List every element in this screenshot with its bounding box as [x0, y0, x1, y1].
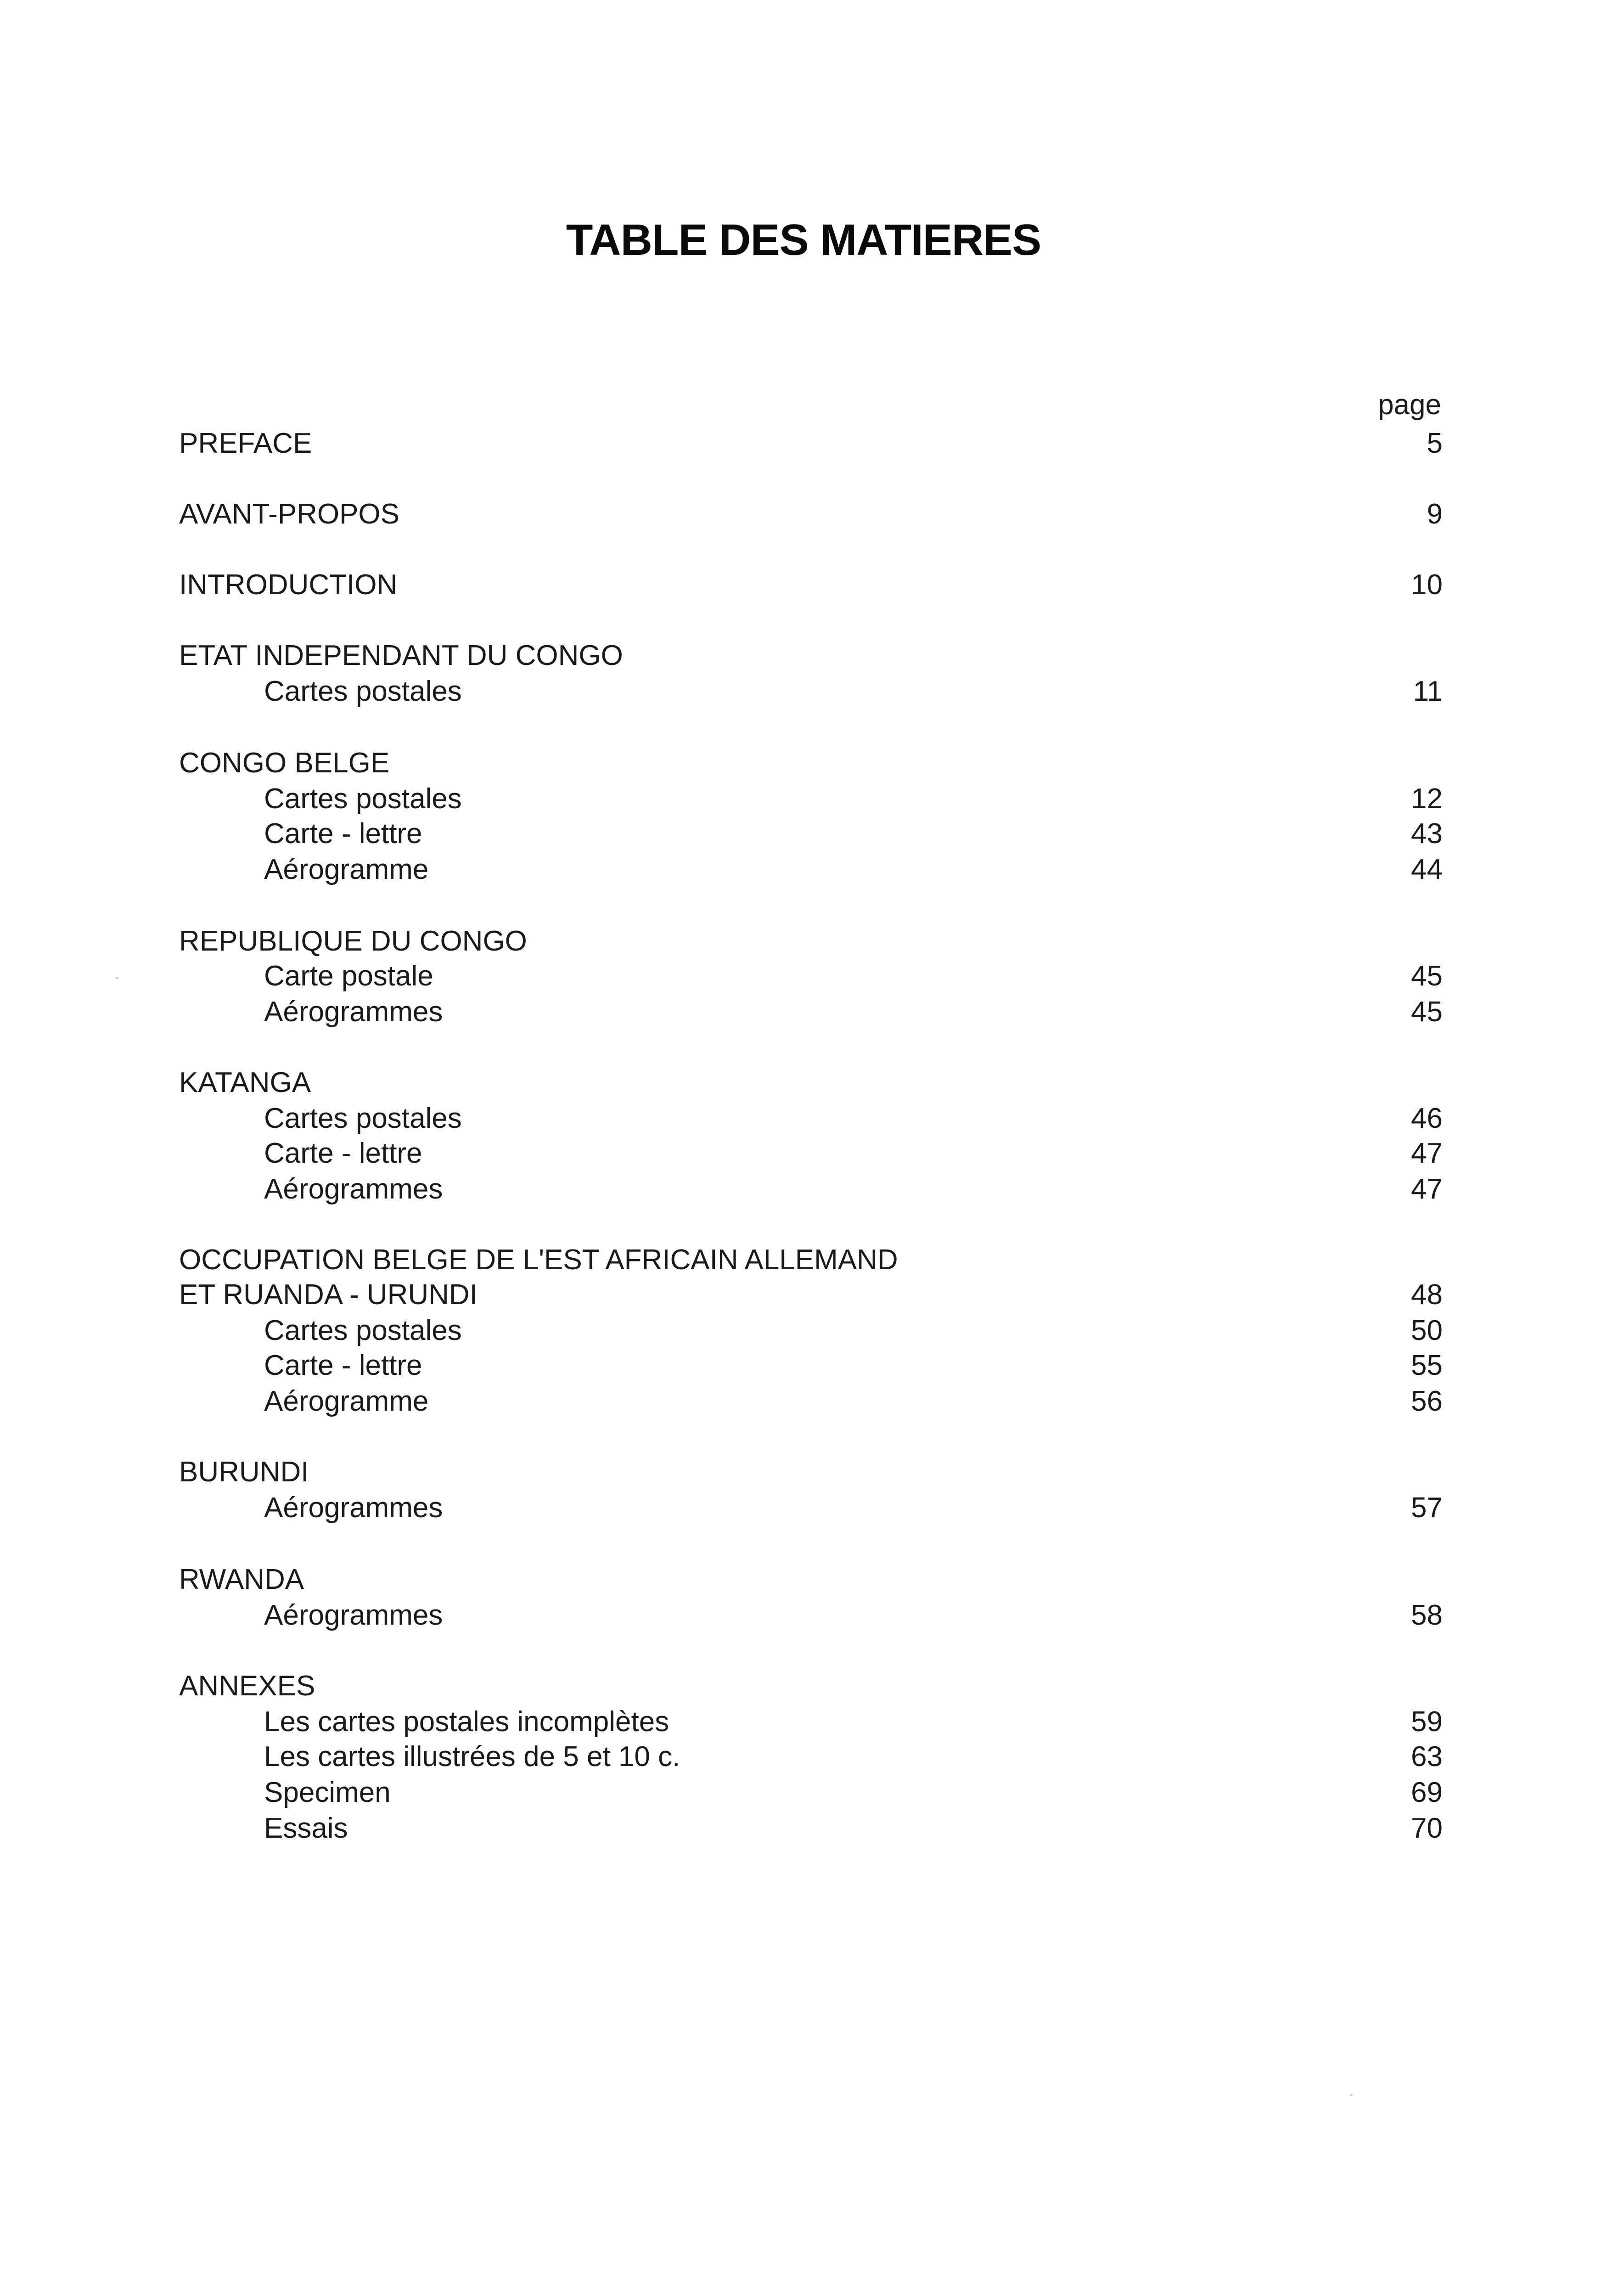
toc-entry-label: Les cartes illustrées de 5 et 10 c.: [264, 1741, 680, 1773]
toc-entry-page-number: 44: [1411, 854, 1443, 885]
toc-sub-entry: [0, 1597, 1607, 1634]
toc-entry-label: Cartes postales: [264, 1103, 462, 1134]
page-title: TABLE DES MATIERES: [566, 215, 1041, 264]
toc-section-entry: [0, 745, 1607, 782]
toc-sub-entry: [0, 781, 1607, 817]
toc-section-entry: [0, 567, 1607, 603]
toc-entry-page-number: 10: [1411, 569, 1443, 601]
toc-entry-label: REPUBLIQUE DU CONGO: [179, 925, 527, 957]
toc-entry-label: Essais: [264, 1812, 348, 1844]
toc-section-entry: [0, 1668, 1607, 1705]
toc-entry-page-number: 70: [1411, 1812, 1443, 1844]
toc-sub-entry: [0, 1774, 1607, 1811]
toc-sub-entry: [0, 1171, 1607, 1208]
toc-entry-label: Carte postale: [264, 960, 433, 992]
toc-sub-entry: [0, 816, 1607, 852]
toc-entry-label: Aérogrammes: [264, 1599, 443, 1631]
toc-entry-label: Cartes postales: [264, 783, 462, 815]
toc-sub-entry: [0, 1135, 1607, 1172]
toc-entry-page-number: 45: [1411, 996, 1443, 1028]
toc-entry-label: Aérogramme: [264, 1385, 429, 1417]
toc-entry-label: BURUNDI: [179, 1456, 309, 1488]
toc-entry-label: Les cartes postales incomplètes: [264, 1706, 669, 1738]
toc-sub-entry: [0, 1347, 1607, 1384]
toc-entry-page-number: 47: [1411, 1173, 1443, 1205]
toc-entry-page-number: 55: [1411, 1350, 1443, 1381]
toc-entry-label: ETAT INDEPENDANT DU CONGO: [179, 640, 623, 671]
page-column-header: page: [1378, 389, 1441, 421]
toc-entry-label: Aérogramme: [264, 854, 429, 885]
toc-sub-entry: [0, 1739, 1607, 1775]
toc-entry-page-number: 69: [1411, 1777, 1443, 1808]
toc-section-entry: [0, 1242, 1607, 1278]
toc-entry-page-number: 50: [1411, 1315, 1443, 1346]
toc-entry-label: Aérogrammes: [264, 1492, 443, 1524]
toc-sub-entry: [0, 673, 1607, 710]
toc-entry-page-number: 48: [1411, 1279, 1443, 1311]
toc-entry-label: PREFACE: [179, 428, 312, 459]
toc-sub-entry: [0, 1312, 1607, 1349]
toc-entry-label: KATANGA: [179, 1067, 311, 1098]
toc-entry-page-number: 56: [1411, 1385, 1443, 1417]
toc-entry-label: CONGO BELGE: [179, 747, 390, 779]
toc-sub-entry: [0, 1490, 1607, 1526]
toc-entry-page-number: 63: [1411, 1741, 1443, 1773]
toc-entry-label: Specimen: [264, 1777, 391, 1808]
toc-section-entry: [0, 1277, 1607, 1313]
toc-sub-entry: [0, 1100, 1607, 1137]
toc-sub-entry: [0, 851, 1607, 888]
toc-entry-label: Cartes postales: [264, 1315, 462, 1346]
toc-section-entry: [0, 923, 1607, 960]
toc-section-entry: [0, 425, 1607, 462]
toc-entry-label: Carte - lettre: [264, 1137, 422, 1169]
toc-entry-label: INTRODUCTION: [179, 569, 398, 601]
toc-entry-page-number: 59: [1411, 1706, 1443, 1738]
toc-sub-entry: [0, 1810, 1607, 1847]
toc-entry-page-number: 43: [1411, 818, 1443, 850]
scan-speck: [1350, 2094, 1353, 2096]
toc-section-entry: [0, 637, 1607, 674]
toc-section-entry: [0, 496, 1607, 533]
toc-entry-page-number: 47: [1411, 1137, 1443, 1169]
toc-entry-label: Cartes postales: [264, 675, 462, 707]
toc-section-entry: [0, 1454, 1607, 1491]
toc-entry-label: Aérogrammes: [264, 1173, 443, 1205]
toc-entry-page-number: 9: [1427, 498, 1443, 530]
toc-entry-page-number: 58: [1411, 1599, 1443, 1631]
toc-section-entry: [0, 1561, 1607, 1598]
toc-entry-page-number: 12: [1411, 783, 1443, 815]
toc-entry-label: OCCUPATION BELGE DE L'EST AFRICAIN ALLEMAND: [179, 1244, 898, 1276]
toc-entry-label: AVANT-PROPOS: [179, 498, 400, 530]
toc-sub-entry: [0, 958, 1607, 995]
toc-entry-label: RWANDA: [179, 1564, 304, 1595]
toc-entry-label: ANNEXES: [179, 1670, 315, 1702]
toc-entry-page-number: 45: [1411, 960, 1443, 992]
toc-entry-page-number: 46: [1411, 1103, 1443, 1134]
toc-entry-label: Aérogrammes: [264, 996, 443, 1028]
toc-entry-label: ET RUANDA - URUNDI: [179, 1279, 478, 1311]
toc-sub-entry: [0, 994, 1607, 1030]
toc-entry-page-number: 11: [1413, 675, 1443, 707]
scan-speck: [116, 977, 118, 979]
toc-entry-page-number: 57: [1411, 1492, 1443, 1524]
toc-section-entry: [0, 1064, 1607, 1101]
toc-entry-label: Carte - lettre: [264, 1350, 422, 1381]
toc-entry-page-number: 5: [1427, 428, 1443, 459]
toc-entry-label: Carte - lettre: [264, 818, 422, 850]
toc-sub-entry: [0, 1704, 1607, 1740]
toc-sub-entry: [0, 1383, 1607, 1420]
